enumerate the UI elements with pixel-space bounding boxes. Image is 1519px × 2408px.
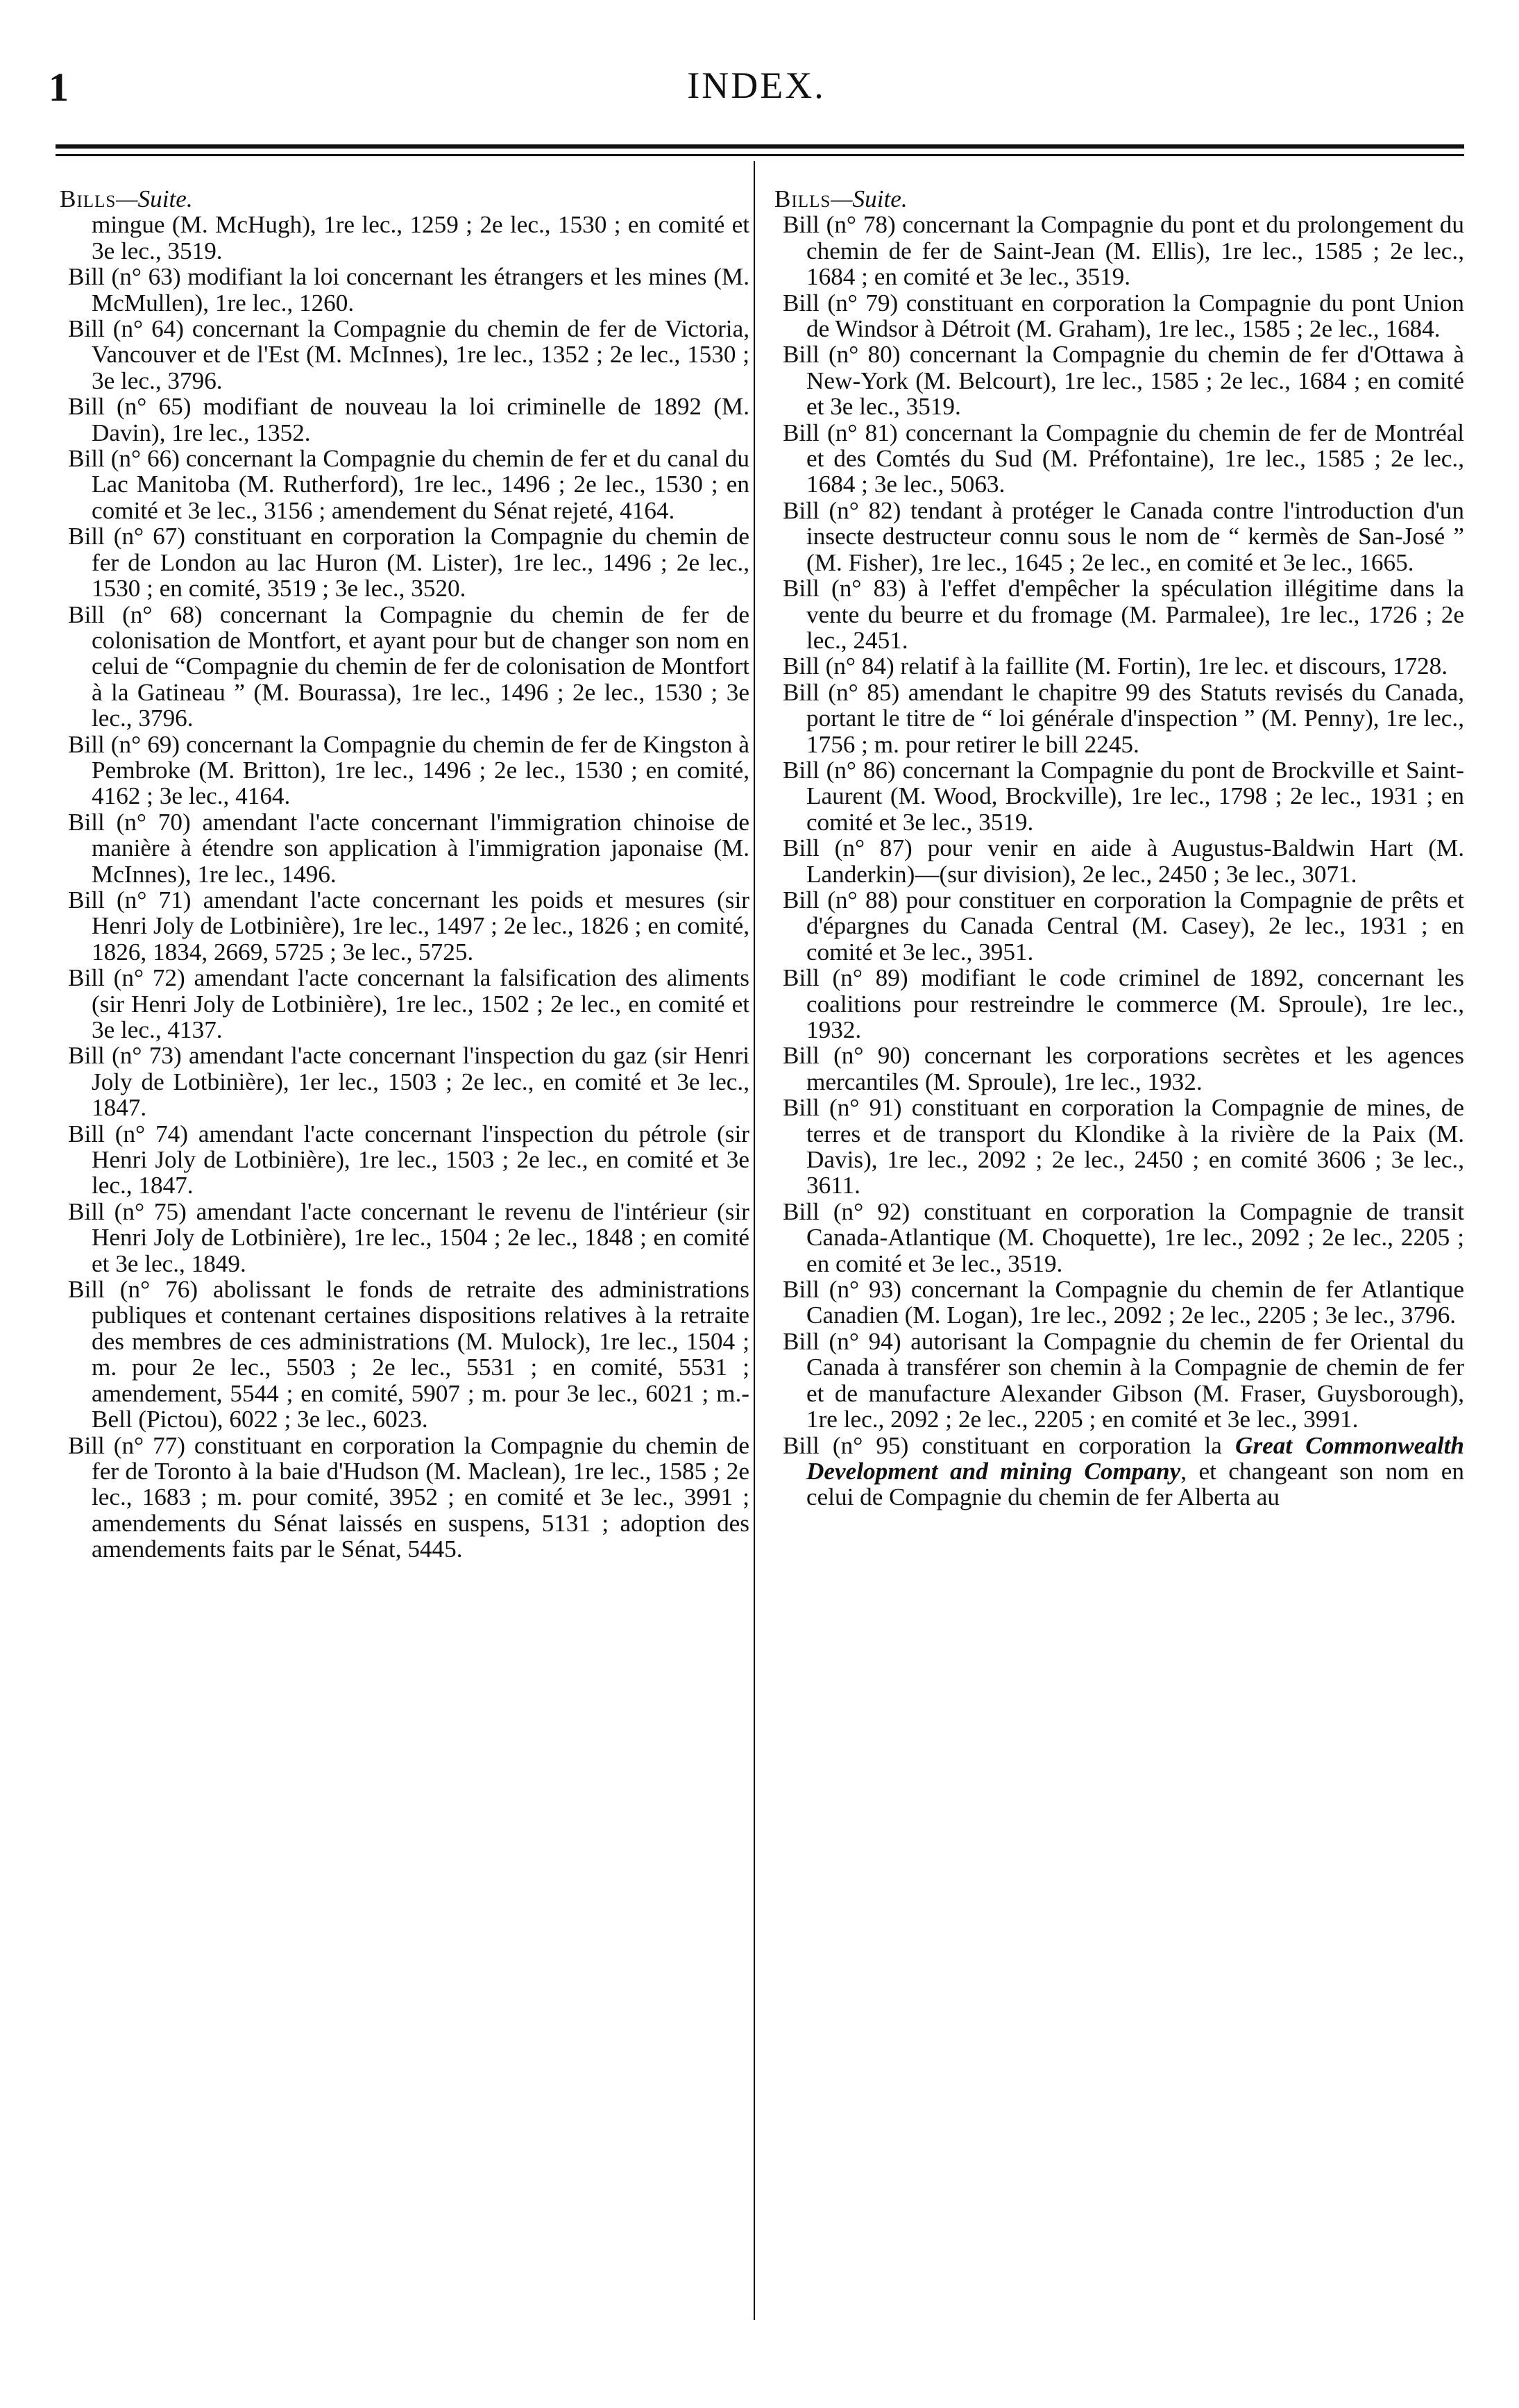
index-entry: Bill (n° 69) concernant la Compagnie du chemin de fer de Kingston à Pembroke (M. Britton), 1re lec., 1496 ; 2e lec., 1530 ; en comité, 4162 ; 3e lec., 4164. (68, 730, 749, 810)
section-word: Bills (60, 185, 117, 212)
index-entry: Bill (n° 77) constituant en corporation la Compagnie du chemin de fer de Toronto à la baie d'Hudson (M. Maclean), 1re lec., 1585 ; 2e lec., 1683 ; m. pour comité, 3952 ; en comité et 3e lec., 3991 ; amendements du Sénat laissés en suspens, 5131 ; adoption des amendements faits par le Sénat, 5445. (68, 1431, 749, 1563)
index-entry: Bill (n° 85) amendant le chapitre 99 des Statuts revisés du Canada, portant le titre de “ loi générale d'inspection ” (M. Penny), 1re lec., 1756 ; m. pour retirer le bill 2245. (783, 678, 1464, 758)
index-entry: Bill (n° 74) amendant l'acte concernant l'inspection du pétrole (sir Henri Joly de Lotbinière), 1re lec., 1503 ; 2e lec., en comité et 3e lec., 1847. (68, 1120, 749, 1199)
index-entry: Bill (n° 84) relatif à la faillite (M. Fortin), 1re lec. et discours, 1728. (783, 652, 1448, 680)
left-entry-list (56, 264, 749, 1562)
index-entry: Bill (n° 91) constituant en corporation la Compagnie de mines, de terres et de transport du Klondike à la rivière de la Paix (M. Davis), 1re lec., 2092 ; 2e lec., 2450 ; en comité 3606 ; 3e lec., 3611. (783, 1094, 1464, 1199)
index-entry: Bill (n° 90) concernant les corporations secrètes et les agences mercantiles (M. Sproule), 1re lec., 1932. (783, 1042, 1464, 1095)
index-entry: Bill (n° 94) autorisant la Compagnie du chemin de fer Oriental du Canada à transférer son chemin à la Compagnie de chemin de fer et de manufacture Alexander Gibson (M. Fraser, Guysborough), 1re lec., 2092 ; 2e lec., 2205 ; en comité et 3e lec., 3991. (783, 1327, 1464, 1433)
index-entry: Bill (n° 71) amendant l'acte concernant les poids et mesures (sir Henri Joly de Lotbinière), 1re lec., 1497 ; 2e lec., 1826 ; en comité, 1826, 1834, 2669, 5725 ; 3e lec., 5725. (68, 886, 749, 966)
index-entry: Bill (n° 79) constituant en corporation la Compagnie du pont Union de Windsor à Détroit (M. Graham), 1re lec., 1585 ; 2e lec., 1684. (783, 289, 1464, 343)
section-suffix: —Suite. (116, 185, 193, 212)
index-entry: Bill (n° 86) concernant la Compagnie du pont de Brockville et Saint-Laurent (M. Wood, Brockville), 1re lec., 1798 ; 2e lec., 1931 ; en comité et 3e lec., 3519. (783, 756, 1464, 836)
header-rule-thick (56, 144, 1464, 149)
entry-text: Bill (n° 95) constituant en corporation la (783, 1431, 1236, 1459)
index-entry: Bill (n° 83) à l'effet d'empêcher la spéculation illégitime dans la vente du beurre et du fromage (M. Parmalee), 1re lec., 1726 ; 2e lec., 2451. (783, 575, 1464, 654)
right-entry-list (770, 212, 1464, 1432)
index-entry: Bill (n° 88) pour constituer en corporation la Compagnie de prêts et d'épargnes du Canada Central (M. Casey), 2e lec., 1931 ; en comité et 3e lec., 3951. (783, 886, 1464, 966)
index-entry: Bill (n° 65) modifiant de nouveau la loi criminelle de 1892 (M. Davin), 1re lec., 1352. (68, 393, 749, 446)
index-entry-continuation: mingue (M. McHugh), 1re lec., 1259 ; 2e lec., 1530 ; en comité et 3e lec., 3519. (92, 211, 749, 264)
company-name-italic: Great Commonwealth Development and mining Company (806, 1431, 1464, 1485)
right-column (770, 186, 1464, 1510)
index-entry (770, 1433, 1464, 1510)
index-entry: Bill (n° 72) amendant l'acte concernant la falsification des aliments (sir Henri Joly de Lotbinière), 1re lec., 1502 ; 2e lec., en comité et 3e lec., 4137. (68, 964, 749, 1043)
index-entry: Bill (n° 81) concernant la Compagnie du chemin de fer de Montréal et des Comtés du Sud (M. Préfontaine), 1re lec., 1585 ; 2e lec., 1684 ; 3e lec., 5063. (783, 419, 1464, 498)
section-heading (770, 186, 1464, 212)
index-entry: Bill (n° 76) abolissant le fonds de retraite des administrations publiques et contenant certaines dispositions relatives à la retraite des membres de ces administrations (M. Mulock), 1re lec., 1504 ; m. pour 2e lec., 5503 ; 2e lec., 5531 ; en comité, 5531 ; amendement, 5544 ; en comité, 5907 ; m. pour 3e lec., 6021 ; m.-Bell (Pictou), 6022 ; 3e lec., 6023. (68, 1276, 749, 1433)
section-heading (56, 186, 749, 212)
entry-text: , et changeant son nom en celui de Compagnie du chemin de fer Alberta au (806, 1457, 1464, 1511)
index-entry: Bill (n° 67) constituant en corporation la Compagnie du chemin de fer de London au lac Huron (M. Lister), 1re lec., 1496 ; 2e lec., 1530 ; en comité, 3519 ; 3e lec., 3520. (68, 523, 749, 603)
section-word: Bills (774, 185, 831, 212)
index-entry: Bill (n° 78) concernant la Compagnie du pont et du prolongement du chemin de fer de Saint-Jean (M. Ellis), 1re lec., 1585 ; 2e lec., 1684 ; en comité et 3e lec., 3519. (783, 211, 1464, 291)
index-entry: Bill (n° 82) tendant à protéger le Canada contre l'introduction d'un insecte destructeur connu sous le nom de “ kermès de San-José ” (M. Fisher), 1re lec., 1645 ; 2e lec., en comité et 3e lec., 1665. (783, 496, 1464, 576)
left-column (56, 186, 749, 1563)
page-number: 1 (49, 65, 69, 110)
column-divider (754, 161, 755, 2320)
index-entry: Bill (n° 89) modifiant le code criminel de 1892, concernant les coalitions pour restreindre le commerce (M. Sproule), 1re lec., 1932. (783, 964, 1464, 1043)
header-rule-thin (56, 154, 1464, 156)
index-entry: Bill (n° 63) modifiant la loi concernant les étrangers et les mines (M. McMullen), 1re lec., 1260. (68, 263, 749, 317)
index-entry: Bill (n° 73) amendant l'acte concernant l'inspection du gaz (sir Henri Joly de Lotbinière), 1er lec., 1503 ; 2e lec., en comité et 3e lec., 1847. (68, 1042, 749, 1122)
index-entry: Bill (n° 66) concernant la Compagnie du chemin de fer et du canal du Lac Manitoba (M. Rutherford), 1re lec., 1496 ; 2e lec., 1530 ; en comité et 3e lec., 3156 ; amendement du Sénat rejeté, 4164. (68, 445, 749, 524)
page-title: INDEX. (687, 65, 826, 106)
index-entry: Bill (n° 93) concernant la Compagnie du chemin de fer Atlantique Canadien (M. Logan), 1re lec., 2092 ; 2e lec., 2205 ; 3e lec., 3796. (783, 1276, 1464, 1329)
index-entry: Bill (n° 92) constituant en corporation la Compagnie de transit Canada-Atlantique (M. Choquette), 1re lec., 2092 ; 2e lec., 2205 ; en comité et 3e lec., 3519. (783, 1197, 1464, 1277)
page-header (49, 64, 1464, 119)
section-suffix: —Suite. (831, 185, 908, 212)
index-entry: Bill (n° 87) pour venir en aide à Augustus-Baldwin Hart (M. Landerkin)—(sur division), 2e lec., 2450 ; 3e lec., 3071. (783, 834, 1464, 888)
index-entry: Bill (n° 80) concernant la Compagnie du chemin de fer d'Ottawa à New-York (M. Belcourt), 1re lec., 1585 ; 2e lec., 1684 ; en comité et 3e lec., 3519. (783, 341, 1464, 421)
index-entry: Bill (n° 68) concernant la Compagnie du chemin de fer de colonisation de Montfort, et ayant pour but de changer son nom en celui de “Compagnie du chemin de fer de colonisation de Montfort à la Gatineau ” (M. Bourassa), 1re lec., 1496 ; 2e lec., 1530 ; 3e lec., 3796. (68, 600, 749, 732)
index-entry: Bill (n° 75) amendant l'acte concernant le revenu de l'intérieur (sir Henri Joly de Lotbinière), 1re lec., 1504 ; 2e lec., 1848 ; en comité et 3e lec., 1849. (68, 1197, 749, 1277)
index-entry: Bill (n° 70) amendant l'acte concernant l'immigration chinoise de manière à étendre son application à l'immigration japonaise (M. McInnes), 1re lec., 1496. (68, 808, 749, 888)
index-entry: Bill (n° 64) concernant la Compagnie du chemin de fer de Victoria, Vancouver et de l'Est (M. McInnes), 1re lec., 1352 ; 2e lec., 1530 ; 3e lec., 3796. (68, 315, 749, 394)
